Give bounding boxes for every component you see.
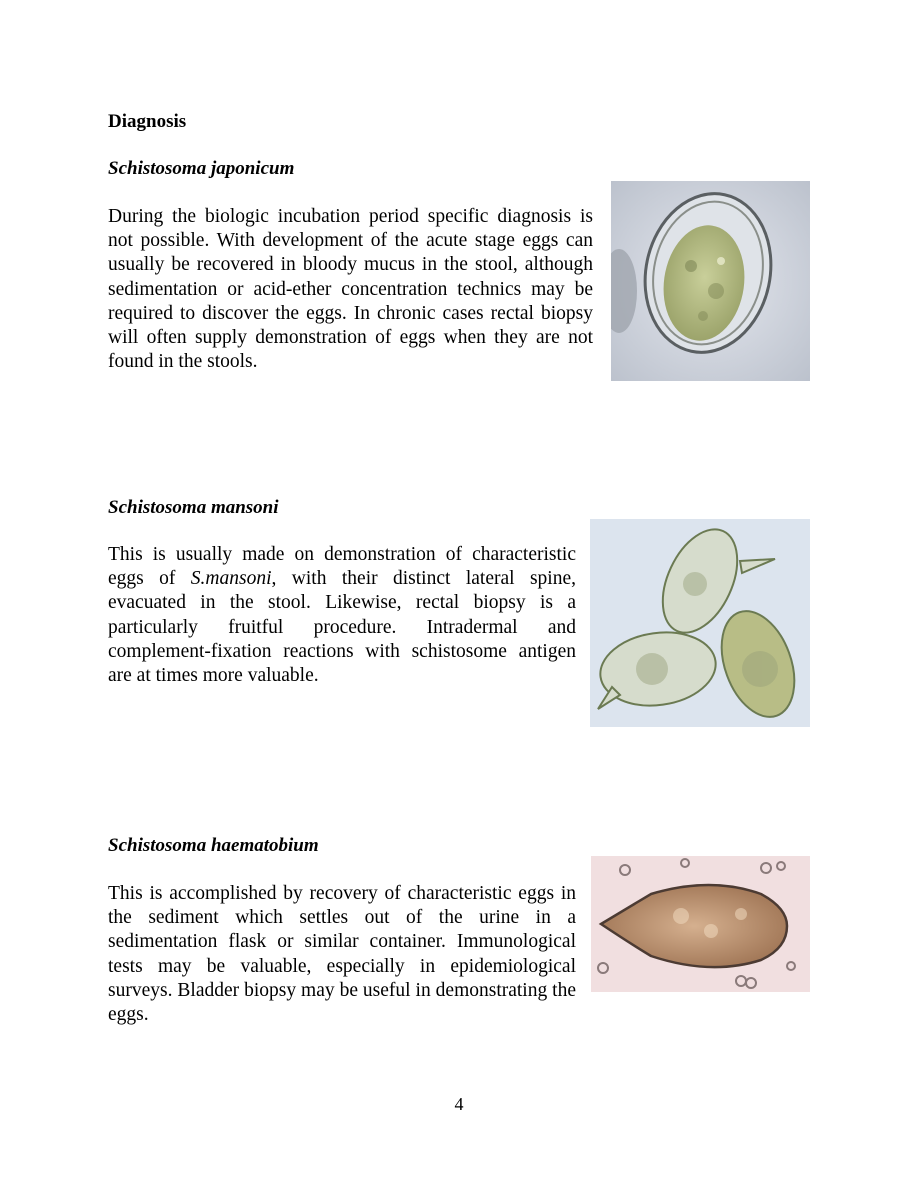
japonicum-egg-image [611,181,810,381]
japonicum-egg-micrograph-icon [611,181,810,381]
japonicum-paragraph: During the biologic incubation period specific diagnosis is not possible. With development of the acute stage eggs can usually be recovered in bloody mucus in the stool, although sedimentation or acid-ether concentration technics may be required to discover the eggs. In chronic cases rectal biopsy will often supply demonstration of eggs when they are not found in the stools. [108,206,593,373]
mansoni-eggs-image [590,519,810,727]
haematobium-egg-micrograph-icon [591,856,810,992]
mansoni-title: Schistosoma mansoni [108,497,279,518]
haematobium-egg-image [591,856,810,992]
mansoni-text-after: , with their distinct lateral spine, evacuated in the stool. Likewise, rectal biopsy is a particularly fruitful procedure. Intradermal and complement-fixation reactions with schistosome antigen are at times more valuable. [108,568,576,687]
haematobium-title: Schistosoma haematobium [108,835,319,856]
mansoni-paragraph [108,543,576,688]
japonicum-title: Schistosoma japonicum [108,158,295,179]
haematobium-paragraph: This is accomplished by recovery of characteristic eggs in the sediment which settles out of the urine in a sedimentation flask or similar container. Immunological tests may be valuable, especially in epidemiological surveys. Bladder biopsy may be useful in demonstrating the eggs. [108,883,576,1026]
mansoni-eggs-micrograph-icon [590,519,810,727]
page-number: 4 [454,1094,464,1114]
mansoni-text-before: This is usually made on demonstration of characteristic eggs of [108,544,576,590]
diagnosis-heading: Diagnosis [108,111,187,132]
mansoni-species-italic: S.mansoni [190,568,272,590]
